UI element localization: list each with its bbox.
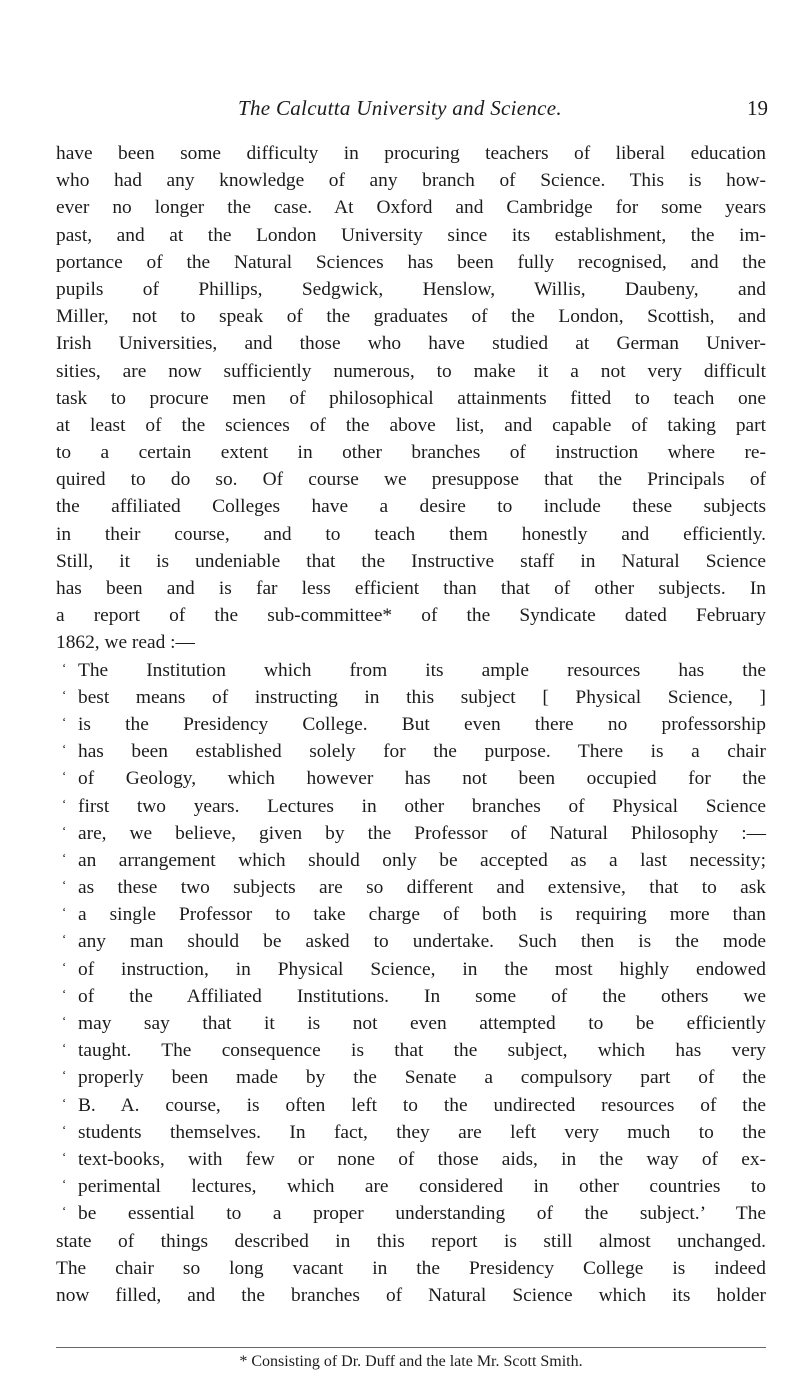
quote-mark: ‘ [62,713,67,729]
quote-line [56,1119,766,1146]
text-line: has been and is far less efficient than that of other subjects. In [56,578,766,599]
quote-line-text: any man should be asked to undertake. Such then is the mode [78,931,766,953]
quote-mark: ‘ [62,985,67,1001]
quote-mark: ‘ [62,1013,67,1028]
text-line: 1862, we read :— [56,632,195,654]
quote-mark: ‘ [62,1040,67,1056]
body-text [56,140,766,1309]
text-line: Miller, not to speak of the graduates of the London, Scottish, and [56,306,766,328]
quote-line [56,1146,766,1173]
quote-line [56,847,766,874]
quote-line [56,738,766,765]
quote-line [56,711,766,738]
text-line: to a certain extent in other branches of instruction where re- [56,442,766,464]
text-line: portance of the Natural Sciences has been fully recognised, and the [56,251,766,273]
text-line: task to procure men of philosophical attainments fitted to teach one [56,387,766,409]
quote-line [56,956,766,983]
quote-line-text: an arrangement which should only be accepted as a last necessity; [78,849,766,871]
quote-line-text: a single Professor to take charge of both is requiring more than [78,904,766,926]
text-line: sities, are now sufficiently numerous, to make it a not very difficult [56,360,766,382]
text-line: in their course, and to teach them honestly and efficiently. [56,523,766,545]
quote-line-text: The Institution which from its ample resources has the [78,659,766,681]
quote-mark: ‘ [62,822,67,838]
block-quote [56,657,766,1228]
quote-mark: ‘ [62,1176,67,1192]
quote-mark: ‘ [62,768,67,784]
quote-line-text: taught. The consequence is that the subject, which has very [78,1040,766,1062]
quote-mark: ‘ [62,958,67,974]
footnote: * Consisting of Dr. Duff and the late Mr. Scott Smith. [239,1353,583,1370]
text-line: the affiliated Colleges have a desire to include these subjects [56,496,766,518]
quote-line [56,1173,766,1200]
quote-mark: ‘ [62,1148,67,1164]
quote-mark: ‘ [62,1067,67,1083]
quote-mark: ‘ [62,849,67,865]
quote-mark: ‘ [62,931,67,947]
quote-mark: ‘ [62,1094,67,1110]
text-line: past, and at the London University since its establishment, the im- [56,224,766,246]
quote-line-text: of instruction, in Physical Science, in the most highly endowed [78,958,766,980]
quote-mark: ‘ [62,877,67,893]
quote-line-text: of the Affiliated Institutions. In some of the others we [78,985,766,1007]
quote-line [56,793,766,820]
quote-line-text: B. A. course, is often left to the undirected resources of the [78,1094,766,1116]
quote-line-text: perimental lectures, which are considered in other countries to [78,1176,766,1198]
text-line: now filled, and the branches of Natural Science which its holder [56,1284,766,1306]
text-line: pupils of Phillips, Sedgwick, Henslow, Willis, Daubeny, and [56,278,766,300]
text-line: a report of the sub-committee* of the Syndicate dated February [56,605,766,627]
text-line: at least of the sciences of the above list, and capable of taking part [56,414,766,436]
quote-mark: ‘ [62,795,67,811]
text-line: Irish Universities, and those who have studied at German Univer- [56,333,766,355]
running-title: The Calcutta University and Science. [238,96,562,120]
text-line: quired to do so. Of course we presuppose that the Principals of [56,469,766,491]
quote-line-text: students themselves. In fact, they are left very much to the [78,1121,766,1143]
paragraph-continuation [56,1228,766,1310]
quote-mark: ‘ [62,686,67,702]
quote-line-text: best means of instructing in this subject [ Physical Science, ] [78,686,766,708]
quote-line [56,874,766,901]
quote-line [56,657,766,684]
text-line: The chair so long vacant in the Presidency College is indeed [56,1257,766,1279]
quote-line-text: text-books, with few or none of those aids, in the way of ex- [78,1148,766,1170]
quote-line-text: are, we believe, given by the Professor of Natural Philosophy :— [78,822,766,844]
quote-line [56,820,766,847]
text-line: state of things described in this report is still almost unchanged. [56,1230,766,1252]
quote-line [56,983,766,1010]
quote-line-text: has been established solely for the purpose. There is a chair [78,741,766,763]
quote-mark: ‘ [62,904,67,920]
quote-line-text: is the Presidency College. But even there no professorship [78,713,766,735]
paragraph [56,140,766,657]
text-line: who had any knowledge of any branch of Science. This is how- [56,170,766,192]
quote-mark: ‘ [62,1121,67,1137]
quote-line-text: may say that it is not even attempted to be efficiently [78,1013,766,1034]
quote-mark: ‘ [62,741,67,757]
quote-line [56,1064,766,1091]
text-line: ever no longer the case. At Oxford and Cambridge for some years [56,197,766,219]
quote-line-text: first two years. Lectures in other branches of Physical Science [78,795,766,817]
page-number: 19 [747,96,768,120]
text-line: have been some difficulty in procuring teachers of liberal education [56,143,766,164]
quote-line [56,1200,766,1227]
quote-line-text: of Geology, which however has not been occupied for the [78,768,766,790]
quote-line [56,928,766,955]
quote-line-text: properly been made by the Senate a compulsory part of the [78,1067,766,1089]
quote-mark: ‘ [62,659,67,675]
running-head [0,96,800,126]
quote-line [56,1010,766,1037]
quote-mark: ‘ [62,1203,67,1219]
footnote-rule [56,1347,766,1348]
quote-line [56,1037,766,1064]
quote-line [56,901,766,928]
quote-line [56,765,766,792]
quote-line [56,1092,766,1119]
quote-line-text: be essential to a proper understanding of the subject.’ The [78,1203,766,1225]
quote-line [56,684,766,711]
text-line: Still, it is undeniable that the Instructive staff in Natural Science [56,550,766,572]
quote-line-text: as these two subjects are so different and extensive, that to ask [78,877,766,899]
